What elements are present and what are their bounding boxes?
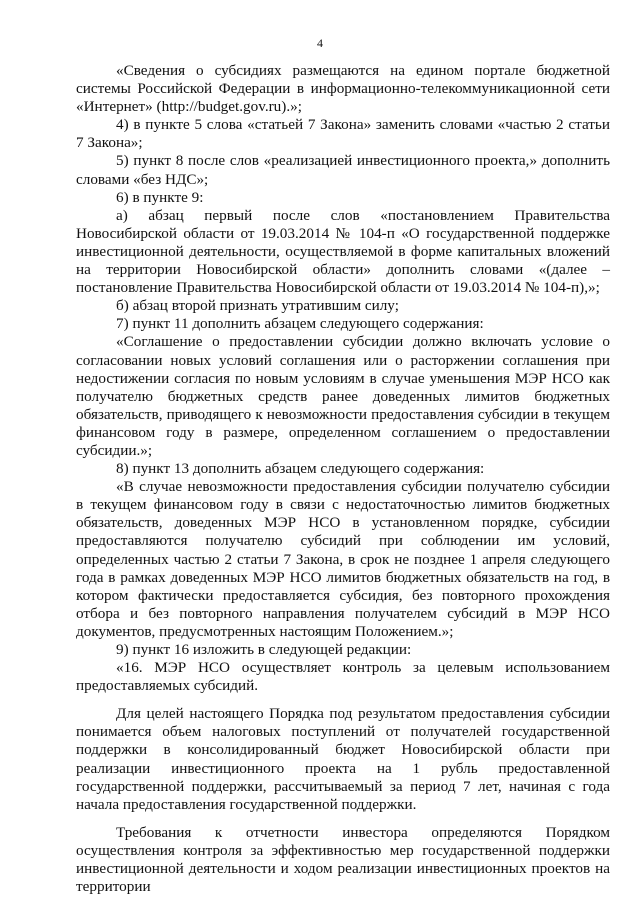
paragraph-5: а) абзац первый после слов «постановлением Правительства Новосибирской области от 19.03.2014 № 104-п «О государственной поддержке инвестиционной деятельности, осуществляемой в форме капитальных вложений на территории Новосибирской области» дополнить словами «(далее – постановление Правительства Новосибирской области от 19.03.2014 № 104-п),»; [76, 206, 610, 297]
paragraph-3: 5) пункт 8 после слов «реализацией инвестиционного проекта,» дополнить словами «без НДС»; [76, 152, 610, 188]
paragraph-13: Для целей настоящего Порядка под результатом предоставления субсидии понимается объем налоговых поступлений от получателей государственной поддержки в консолидированный бюджет Новосибирской области при реализации инвестиционного проекта на 1 рубль предоставленной государственной поддержки, рассчитываемый за период 7 лет, начиная с года начала предоставления государственной поддержки. [76, 705, 610, 813]
paragraph-14: Требования к отчетности инвестора определяются Порядком осуществления контроля за эффективностью мер государственной поддержки инвестиционной деятельности и ходом реализации инвестиционных проектов на территории [76, 823, 610, 896]
paragraph-7: 7) пункт 11 дополнить абзацем следующего содержания: [116, 315, 484, 333]
document-body [76, 62, 610, 896]
paragraph-9: 8) пункт 13 дополнить абзацем следующего содержания: [116, 460, 485, 478]
paragraph-10: «В случае невозможности предоставления субсидии получателю субсидии в текущем финансовом году в связи с недостаточностью лимитов бюджетных обязательств, доведенных МЭР НСО в установленном порядке, субсидии предоставляются получателю субсидий при соблюдении им условий, определенных частью 2 статьи 7 Закона, в срок не позднее 1 апреля следующего года в рамках доведенных МЭР НСО лимитов бюджетных обязательств на год, в котором фактически предоставляется субсидия, без повторного прохождения отбора и без повторного направления получателем субсидий в МЭР НСО документов, предусмотренных настоящим Положением.»; [76, 478, 610, 640]
paragraph-1: «Сведения о субсидиях размещаются на едином портале бюджетной системы Российской Федерации в информационно-телекоммуникационной сети «Интернет» (http://budget.gov.ru).»; [76, 62, 610, 116]
paragraph-12: «16. МЭР НСО осуществляет контроль за целевым использованием предоставляемых субсидий. [76, 659, 610, 695]
paragraph-11: 9) пункт 16 изложить в следующей редакции: [116, 641, 412, 658]
paragraph-4: 6) в пункте 9: [116, 188, 204, 206]
paragraph-2: 4) в пункте 5 слова «статьей 7 Закона» заменить словами «частью 2 статьи 7 Закона»; [76, 116, 610, 152]
paragraph-6: б) абзац второй признать утратившим силу; [116, 297, 399, 315]
page-number: 4 [317, 36, 323, 50]
paragraph-8: «Соглашение о предоставлении субсидии должно включать условие о согласовании новых условий соглашения или о расторжении соглашения при недостижении согласия по новым условиям в случае уменьшения МЭР НСО как получателю бюджетных средств ранее доведенных лимитов бюджетных обязательств, приводящего к невозможности предоставления субсидии в текущем финансовом году в размере, определенном соглашением о предоставлении субсидии.»; [76, 333, 610, 459]
